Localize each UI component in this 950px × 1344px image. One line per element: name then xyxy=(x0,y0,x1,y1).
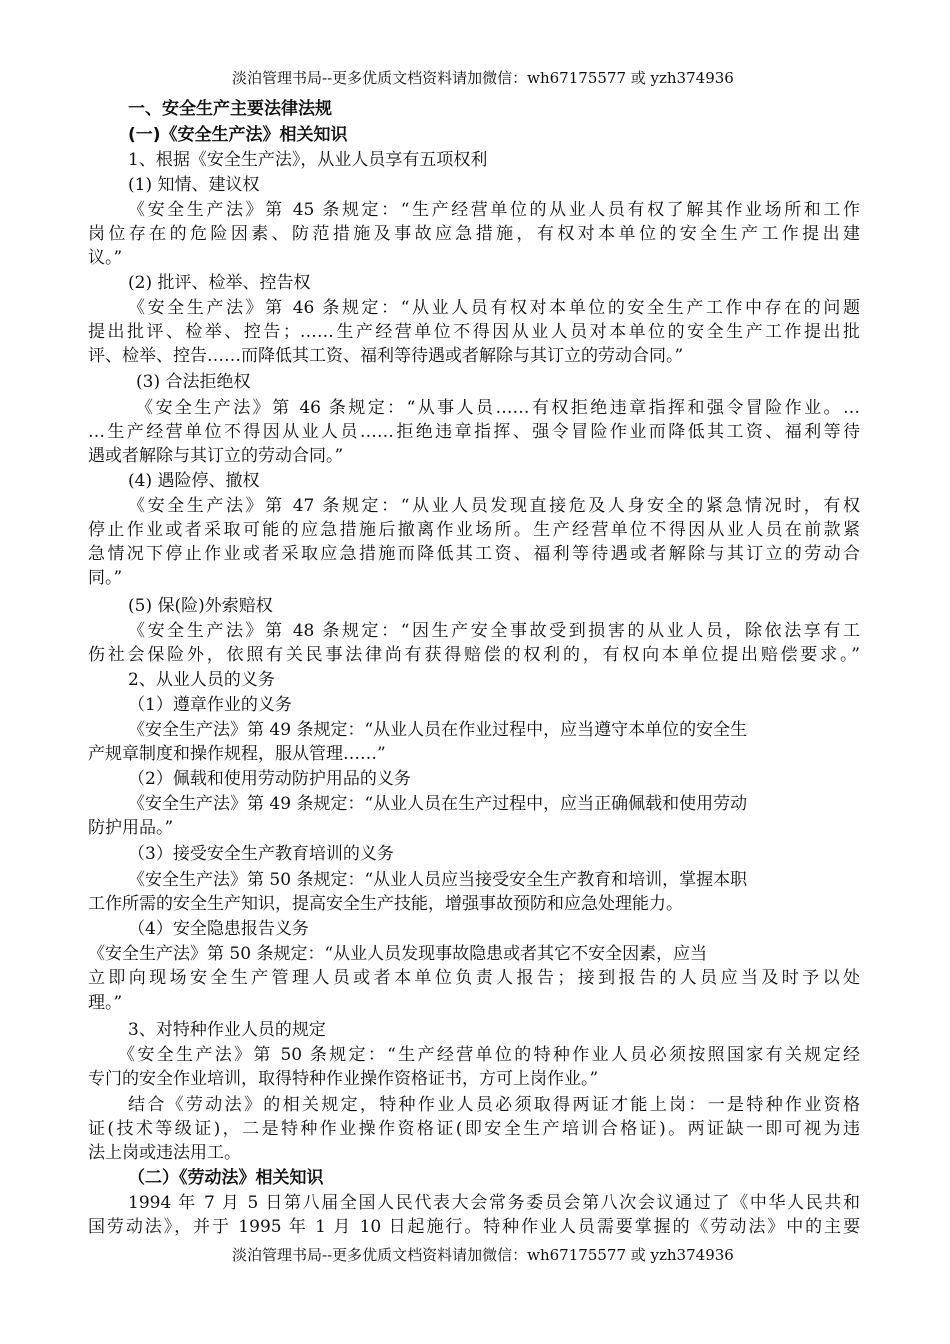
item-heading: (2) 批评、检举、控告权 xyxy=(128,273,311,293)
item-heading: （3）接受安全生产教育培训的义务 xyxy=(128,844,394,864)
paragraph-line: 《安全生产法》第 45 条规定：“生产经营单位的从业人员有权了解其作业场所和工作 xyxy=(128,200,860,220)
paragraph-line: 议。” xyxy=(88,248,123,268)
item-heading: (3) 合法拒绝权 xyxy=(136,372,251,392)
section-heading: 一、安全生产主要法律法规 xyxy=(128,99,332,119)
list-heading: 3、对特种作业人员的规定 xyxy=(128,1020,326,1040)
paragraph-line: 工作所需的安全生产知识，提高安全生产技能，增强事故预防和应急处理能力。 xyxy=(88,894,683,914)
paragraph-line: 法上岗或违法用工。 xyxy=(88,1143,241,1163)
item-heading: (4) 遇险停、撤权 xyxy=(128,471,260,491)
item-heading: （4）安全隐患报告义务 xyxy=(128,919,309,939)
paragraph-line: 专门的安全作业培训，取得特种作业操作资格证书，方可上岗作业。” xyxy=(88,1069,599,1089)
paragraph-line: …生产经营单位不得因从业人员……拒绝违章指挥、强令冒险作业而降低其工资、福利等待 xyxy=(88,422,860,442)
paragraph-line: 理。” xyxy=(88,993,123,1013)
paragraph-line: 《安全生产法》第 50 条规定：“从业人员应当接受安全生产教育和培训，掌握本职 xyxy=(128,870,748,890)
paragraph-line: 1994 年 7 月 5 日第八届全国人民代表大会常务委员会第八次会议通过了《中华人民共和 xyxy=(128,1193,860,1213)
paragraph-line: 《安全生产法》第 50 条规定：“生产经营单位的特种作业人员必须按照国家有关规定经 xyxy=(118,1045,860,1065)
page-footer: 淡泊管理书局--更多优质文档资料请加微信：wh67175577 或 yzh374936 xyxy=(232,1246,734,1264)
paragraph-line: 《安全生产法》第 46 条规定：“从业人员有权对本单位的安全生产工作中存在的问题 xyxy=(128,298,860,318)
paragraph-line: 产规章制度和操作规程，服从管理……” xyxy=(88,744,386,764)
item-heading: (1) 知情、建议权 xyxy=(128,175,260,195)
paragraph-line: 国劳动法》，并于 1995 年 1 月 10 日起施行。特种作业人员需要掌握的《劳动法》中的主要 xyxy=(88,1217,860,1237)
paragraph-line: 《安全生产法》第 47 条规定：“从业人员发现直接危及人身安全的紧急情况时，有权 xyxy=(128,496,860,516)
paragraph-line: 结合《劳动法》的相关规定，特种作业人员必须取得两证才能上岗：一是特种作业资格 xyxy=(128,1095,860,1115)
subsection-heading: (一)《安全生产法》相关知识 xyxy=(128,125,348,145)
paragraph-line: 证(技术等级证)，二是特种作业操作资格证(即安全生产培训合格证)。两证缺一即可视为违 xyxy=(88,1119,860,1139)
paragraph-line: 立即向现场安全生产管理人员或者本单位负责人报告；接到报告的人员应当及时予以处 xyxy=(88,968,860,988)
paragraph-line: 提出批评、检举、控告；……生产经营单位不得因从业人员对本单位的安全生产工作提出批 xyxy=(88,322,860,342)
page-header: 淡泊管理书局--更多优质文档资料请加微信：wh67175577 或 yzh374936 xyxy=(232,69,734,87)
paragraph-line: 同。” xyxy=(88,568,123,588)
paragraph-line: 伤社会保险外，依照有关民事法律尚有获得赔偿的权利的，有权向本单位提出赔偿要求。” xyxy=(88,645,860,665)
paragraph-line: 《安全生产法》第 48 条规定：“因生产安全事故受到损害的从业人员，除依法享有工 xyxy=(128,621,860,641)
paragraph-line: 停止作业或者采取可能的应急措施后撤离作业场所。生产经营单位不得因从业人员在前款紧 xyxy=(88,520,860,540)
paragraph-line: 岗位存在的危险因素、防范措施及事故应急措施，有权对本单位的安全生产工作提出建 xyxy=(88,224,860,244)
paragraph-line: 评、检举、控告……而降低其工资、福利等待遇或者解除与其订立的劳动合同。” xyxy=(88,346,684,366)
list-heading: 2、从业人员的义务 xyxy=(128,670,275,690)
paragraph-line: 防护用品。” xyxy=(88,818,174,838)
subsection-heading: （二）《劳动法》相关知识 xyxy=(128,1168,324,1188)
paragraph-line: 《安全生产法》第 50 条规定：“从业人员发现事故隐患或者其它不安全因素，应当 xyxy=(88,944,708,964)
list-heading: 1、根据《安全生产法》，从业人员享有五项权利 xyxy=(128,150,488,170)
paragraph-line: 遇或者解除与其订立的劳动合同。” xyxy=(88,446,344,466)
paragraph-line: 急情况下停止作业或者采取应急措施而降低其工资、福利等待遇或者解除与其订立的劳动合 xyxy=(88,544,860,564)
item-heading: （1）遵章作业的义务 xyxy=(128,695,292,715)
paragraph-line: 《安全生产法》第 49 条规定：“从业人员在生产过程中，应当正确佩载和使用劳动 xyxy=(128,794,748,814)
paragraph-line: 《安全生产法》第 49 条规定：“从业人员在作业过程中，应当遵守本单位的安全生 xyxy=(128,720,748,740)
item-heading: (5) 保(险)外索赔权 xyxy=(128,596,273,616)
item-heading: （2）佩载和使用劳动防护用品的义务 xyxy=(128,769,411,789)
paragraph-line: 《安全生产法》第 46 条规定：“从事人员……有权拒绝违章指挥和强令冒险作业。… xyxy=(136,398,860,418)
